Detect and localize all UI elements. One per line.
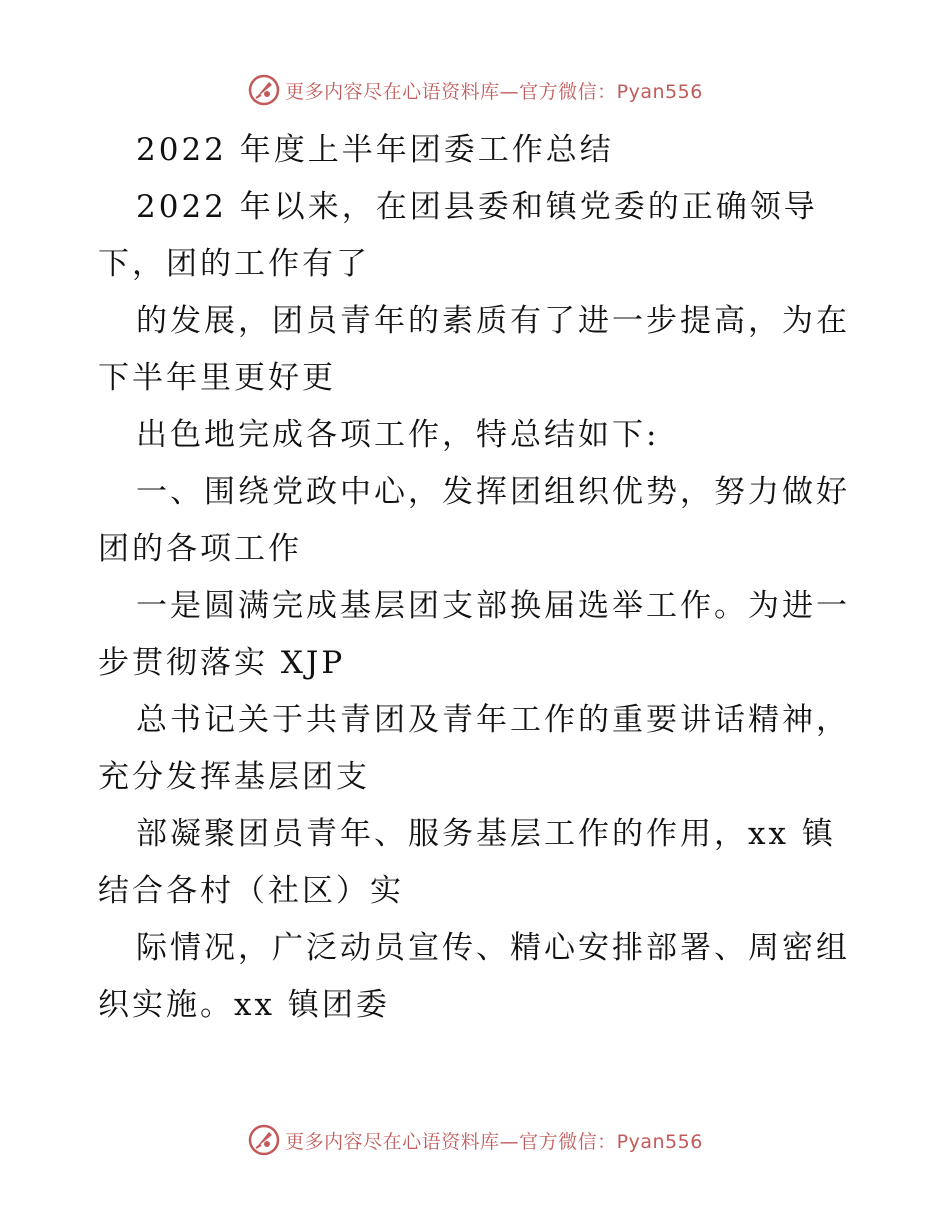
section-heading: 一、围绕党政中心，发挥团组织优势，努力做好: [136, 474, 850, 510]
paragraph-line: 2022 年以来，在团县委和镇党委的正确领导: [136, 189, 818, 225]
paragraph-line: 部凝聚团员青年、服务基层工作的作用，xx 镇: [136, 816, 836, 852]
header-banner-text: 更多内容尽在心语资料库—官方微信：Pyan556: [285, 80, 703, 103]
feather-pen-logo-icon: [247, 1123, 281, 1157]
feather-pen-logo-icon: [247, 73, 281, 107]
paragraph-line: 际情况，广泛动员宣传、精心安排部署、周密组: [136, 930, 850, 966]
document-body: [98, 122, 858, 1034]
paragraph-line: 的发展，团员青年的素质有了进一步提高，为在: [136, 303, 850, 339]
document-title: 2022 年度上半年团委工作总结: [136, 132, 614, 168]
paragraph-line: 出色地完成各项工作，特总结如下:: [136, 417, 660, 453]
paragraph-line: 结合各村（社区）实: [98, 873, 404, 909]
footer-banner: [0, 1120, 950, 1160]
paragraph-line: 一是圆满完成基层团支部换届选举工作。为进一: [136, 588, 850, 624]
paragraph-line: 下半年里更好更: [98, 360, 336, 396]
footer-banner-text: 更多内容尽在心语资料库—官方微信：Pyan556: [285, 1130, 703, 1153]
paragraph-line: 总书记关于共青团及青年工作的重要讲话精神，: [136, 702, 850, 738]
section-heading-continued: 团的各项工作: [98, 531, 302, 567]
paragraph-line: 步贯彻落实 XJP: [98, 645, 346, 681]
paragraph-line: 下，团的工作有了: [98, 246, 370, 282]
paragraph-line: 织实施。xx 镇团委: [98, 987, 390, 1023]
header-banner: [0, 70, 950, 110]
paragraph-line: 充分发挥基层团支: [98, 759, 370, 795]
